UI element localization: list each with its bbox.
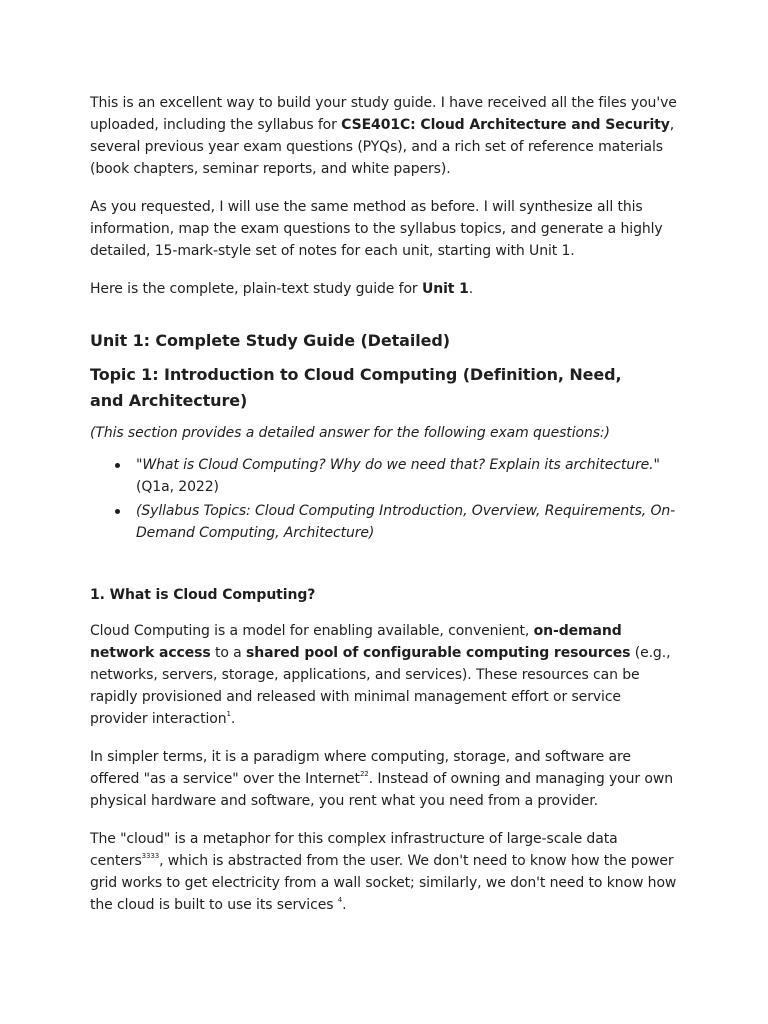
bullet-icon — [115, 509, 120, 514]
unit-heading: Unit 1: Complete Study Guide (Detailed) — [90, 331, 450, 350]
intro-paragraph-1: This is an excellent way to build your study guide. I have received all the files you've uploaded, including the syllabus for CSE401C: Cloud Architecture and Security, several previous year exam questions (PYQs), and a rich set of reference materials (book chapters, seminar reports, and white papers). — [90, 95, 677, 177]
bullet-icon — [115, 463, 120, 468]
section-heading: 1. What is Cloud Computing? — [90, 587, 316, 603]
list-item: (Syllabus Topics: Cloud Computing Introduction, Overview, Requirements, On-Demand Computing, Architecture) — [136, 500, 678, 544]
simple-terms-paragraph: In simpler terms, it is a paradigm where computing, storage, and software are offered "as a service" over the Internet$^{22}$. Instead of owning and managing your own physical hardware and software, you rent what you need from a provider. — [90, 749, 673, 809]
topic-heading: Topic 1: Introduction to Cloud Computing (Definition, Need, and Architecture) — [90, 365, 622, 410]
section-note: (This section provides a detailed answer for the following exam questions:) — [90, 425, 610, 441]
list-item: "What is Cloud Computing? Why do we need that? Explain its architecture." (Q1a, 2022) — [136, 454, 678, 498]
definition-paragraph: Cloud Computing is a model for enabling available, convenient, on-demand network access to a shared pool of configurable computing resources (e.g., networks, servers, storage, applications, and services). These resources can be rapidly provisioned and released with minimal management effort or service provider interaction$^1$. — [90, 623, 671, 727]
intro-paragraph-2: As you requested, I will use the same method as before. I will synthesize all this information, map the exam questions to the syllabus topics, and generate a highly detailed, 15-mark-style set of notes for each unit, starting with Unit 1. — [90, 199, 663, 259]
course-name: CSE401C: Cloud Architecture and Security — [341, 117, 670, 133]
footnote-ref: 22 — [359, 770, 369, 779]
footnote-ref: 3333 — [141, 852, 160, 861]
footnote-ref: 1 — [226, 710, 231, 719]
footnote-ref: 4 — [337, 896, 343, 905]
intro-paragraph-3: Here is the complete, plain-text study guide for Unit 1. — [90, 281, 474, 297]
exam-question-list — [90, 454, 678, 544]
metaphor-paragraph: The "cloud" is a metaphor for this complex infrastructure of large-scale data centers$^{3333}$, which is abstracted from the user. We don't need to know how the power grid works to get electricity from a wall socket; similarly, we don't need to know how the cloud is built to use its services $^4$. — [90, 831, 677, 913]
